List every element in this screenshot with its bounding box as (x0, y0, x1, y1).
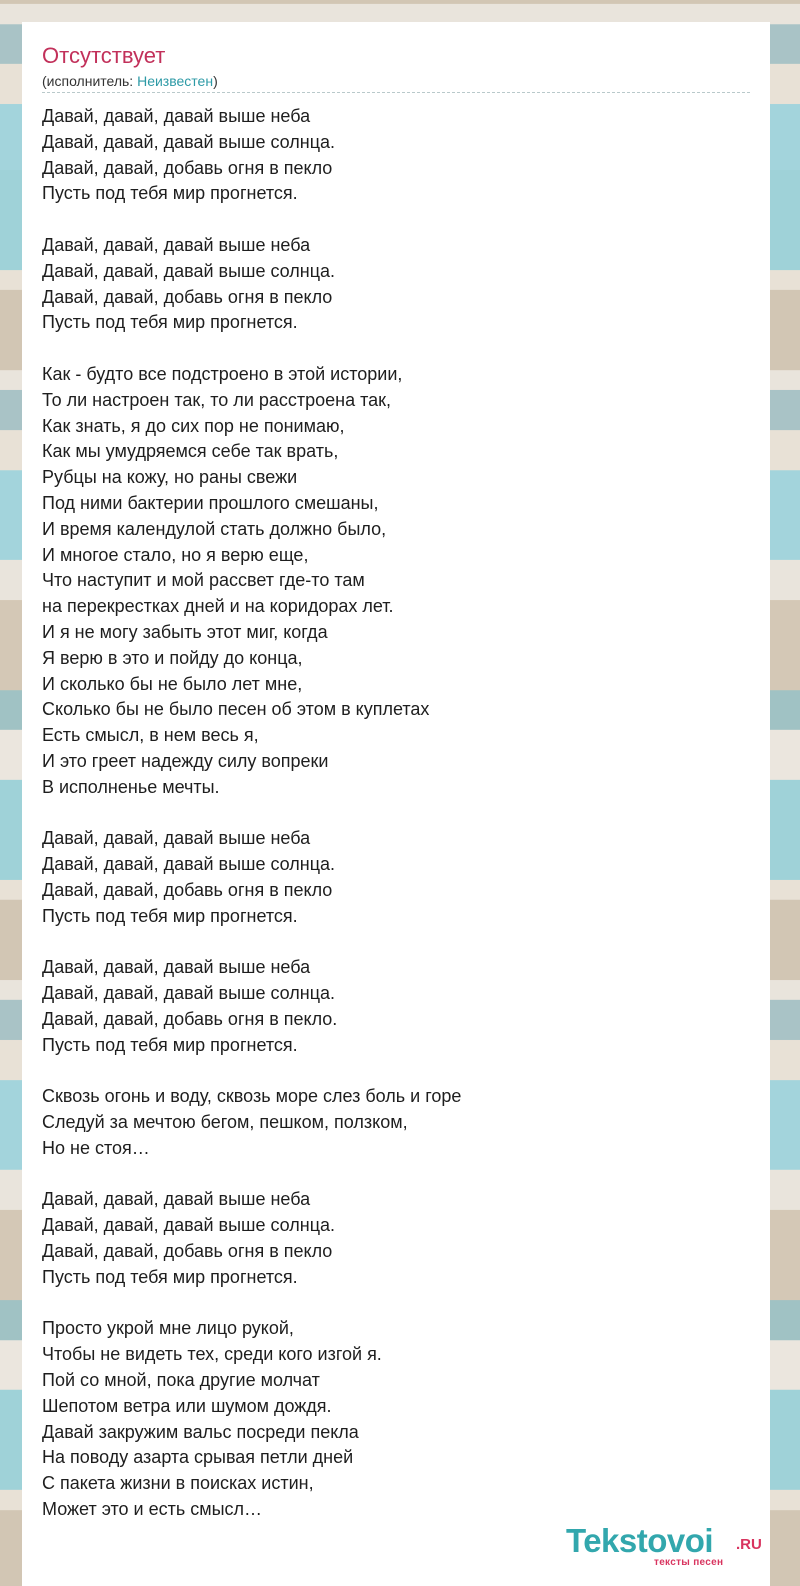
lyrics-line: Пусть под тебя мир прогнется. (42, 183, 298, 204)
lyrics-line: Давай, давай, давай выше неба (42, 957, 311, 978)
lyrics-card (22, 22, 770, 1586)
lyrics-line: В исполненье мечты. (42, 776, 220, 797)
lyrics-line: И время календулой стать должно было, (42, 518, 387, 539)
lyrics-line: И сколько бы не было лет мне, (42, 673, 303, 694)
lyrics-line: То ли настроен так, то ли расстроена так, (42, 389, 392, 410)
lyrics-line: Следуй за мечтою бегом, пешком, ползком, (42, 1112, 408, 1133)
lyrics-line: Давай, давай, давай выше неба (42, 106, 311, 126)
lyrics-line: на перекрестках дней и на коридорах лет. (42, 596, 394, 617)
lyrics-line: Давай, давай, давай выше солнца. (42, 260, 336, 281)
lyrics-line: Может это и есть смысл… (42, 1499, 263, 1520)
lyrics-line: Пусть под тебя мир прогнется. (42, 905, 298, 926)
lyrics-line: Давай, давай, давай выше солнца. (42, 854, 336, 875)
lyrics-line: Чтобы не видеть тех, среди кого изгой я. (42, 1344, 382, 1365)
lyrics-line: Как знать, я до сих пор не понимаю, (42, 415, 345, 436)
lyrics-stanza (42, 362, 742, 801)
site-logo[interactable] (566, 1524, 766, 1574)
lyrics-line: Давай закружим вальс посреди пекла (42, 1421, 359, 1442)
logo-tagline: тексты песен (654, 1557, 724, 1568)
lyrics-stanza (42, 233, 742, 336)
lyrics-line: Давай, давай, давай выше неба (42, 1189, 311, 1210)
lyrics-line: Давай, давай, добавь огня в пекло (42, 879, 333, 900)
lyrics-line: Пусть под тебя мир прогнется. (42, 1266, 298, 1287)
lyrics-line: Как - будто все подстроено в этой истории, (42, 363, 403, 384)
lyrics-line: Давай, давай, давай выше солнца. (42, 1215, 336, 1236)
logo-tld: .RU (736, 1536, 762, 1553)
lyrics-line: Просто укрой мне лицо рукой, (42, 1318, 294, 1339)
lyrics-line: Что наступит и мой рассвет где-то там (42, 570, 365, 591)
performer-link[interactable]: Неизвестен (137, 73, 214, 89)
lyrics-stanza (42, 826, 742, 929)
lyrics-line: На поводу азарта срывая петли дней (42, 1447, 354, 1468)
lyrics-line: Как мы умудряемся себе так врать, (42, 441, 339, 462)
lyrics-line: Я верю в это и пойду до конца, (42, 647, 303, 668)
lyrics-stanza (42, 1084, 742, 1161)
lyrics-body (42, 104, 742, 1523)
lyrics-line: С пакета жизни в поисках истин, (42, 1473, 314, 1494)
performer-prefix: (исполнитель: (42, 73, 138, 89)
performer-suffix: ) (213, 73, 218, 89)
performer-line (42, 72, 218, 90)
lyrics-line: Пой со мной, пока другие молчат (42, 1370, 320, 1391)
lyrics-line: Давай, давай, давай выше солнца. (42, 131, 336, 152)
lyrics-line: Давай, давай, добавь огня в пекло. (42, 1008, 338, 1029)
lyrics-line: И это греет надежду силу вопреки (42, 750, 329, 771)
lyrics-stanza (42, 1316, 742, 1522)
lyrics-line: Но не стоя… (42, 1137, 150, 1158)
lyrics-line: Пусть под тебя мир прогнется. (42, 312, 298, 333)
lyrics-line: Давай, давай, добавь огня в пекло (42, 157, 333, 178)
title-divider (42, 92, 750, 93)
lyrics-line: Давай, давай, добавь огня в пекло (42, 1241, 333, 1262)
lyrics-line: Шепотом ветра или шумом дождя. (42, 1395, 332, 1416)
lyrics-line: Давай, давай, давай выше неба (42, 234, 311, 255)
lyrics-line: Давай, давай, добавь огня в пекло (42, 286, 333, 307)
lyrics-line: Сколько бы не было песен об этом в куплетах (42, 699, 430, 720)
lyrics-line: Есть смысл, в нем весь я, (42, 725, 259, 746)
lyrics-line: Давай, давай, давай выше солнца. (42, 983, 336, 1004)
lyrics-line: И многое стало, но я верю еще, (42, 544, 309, 565)
lyrics-line: Под ними бактерии прошлого смешаны, (42, 492, 379, 513)
lyrics-line: Сквозь огонь и воду, сквозь море слез боль и горе (42, 1086, 462, 1107)
lyrics-line: И я не могу забыть этот миг, когда (42, 621, 328, 642)
lyrics-stanza (42, 104, 742, 207)
song-title: Отсутствует (42, 43, 166, 68)
lyrics-line: Давай, давай, давай выше неба (42, 828, 311, 849)
lyrics-line: Пусть под тебя мир прогнется. (42, 1034, 298, 1055)
logo-name: Tekstovoi (566, 1522, 714, 1559)
lyrics-line: Рубцы на кожу, но раны свежи (42, 467, 298, 488)
lyrics-stanza (42, 955, 742, 1058)
lyrics-stanza (42, 1187, 742, 1290)
